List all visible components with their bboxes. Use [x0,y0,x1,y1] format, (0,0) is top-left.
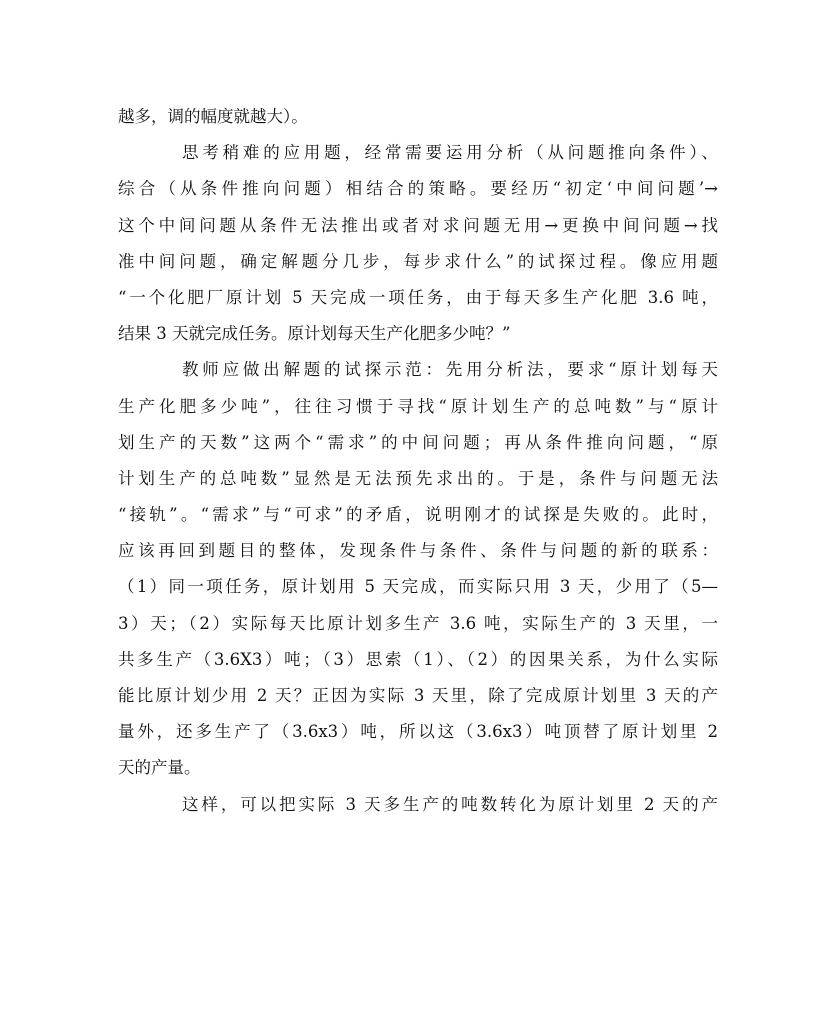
text-line: 量外，还多生产了（3.6x3）吨，所以这（3.6x3）吨顶替了原计划里 2 [118,722,718,742]
text-line: 应该再回到题目的整体，发现条件与条件、条件与问题的新的联系： [118,541,718,561]
text-line: 天的产量。 [118,758,201,778]
paragraph-first-line: 这样，可以把实际 3 天多生产的吨数转化为原计划里 2 天的产 [182,794,718,814]
text-line: 这个中间问题从条件无法推出或者对求问题无用→更换中间问题→找 [118,215,718,235]
text-line: 综合（从条件推向问题）相结合的策略。要经历“初定‘中间问题’→ [118,179,718,199]
text-line: （1）同一项任务，原计划用 5 天完成，而实际只用 3 天，少用了（5— [118,577,718,597]
text-line: 准中间问题，确定解题分几步，每步求什么”的试探过程。像应用题 [118,251,718,271]
text-line: 生产化肥多少吨”，往往习惯于寻找“原计划生产的总吨数”与“原计 [118,396,718,416]
paragraph-first-line: 教师应做出解题的试探示范：先用分析法，要求“原计划每天 [182,360,718,380]
text-line: 计划生产的总吨数”显然是无法预先求出的。于是，条件与问题无法 [118,468,718,488]
text-line: “一个化肥厂原计划 5 天完成一项任务，由于每天多生产化肥 3.6 吨， [118,287,718,307]
paragraph-first-line: 思考稍难的应用题，经常需要运用分析（从问题推向条件）、 [182,143,718,163]
text-line: 越多，调的幅度就越大）。 [118,107,308,126]
text-line: 划生产的天数”这两个“需求”的中间问题；再从条件推向问题，“原 [118,432,718,452]
text-line: “接轨”。“需求”与“可求”的矛盾，说明刚才的试探是失败的。此时， [118,505,718,525]
text-line: 结果 3 天就完成任务。原计划每天生产化肥多少吨？” [118,324,511,344]
text-line: 能比原计划少用 2 天？正因为实际 3 天里，除了完成原计划里 3 天的产 [118,686,718,705]
document-body [118,99,718,823]
text-line: 3）天；（2）实际每天比原计划多生产 3.6 吨，实际生产的 3 天里，一 [118,613,718,633]
text-line: 共多生产（3.6X3）吨；（3）思索（1）、（2）的因果关系，为什么实际 [118,649,718,669]
